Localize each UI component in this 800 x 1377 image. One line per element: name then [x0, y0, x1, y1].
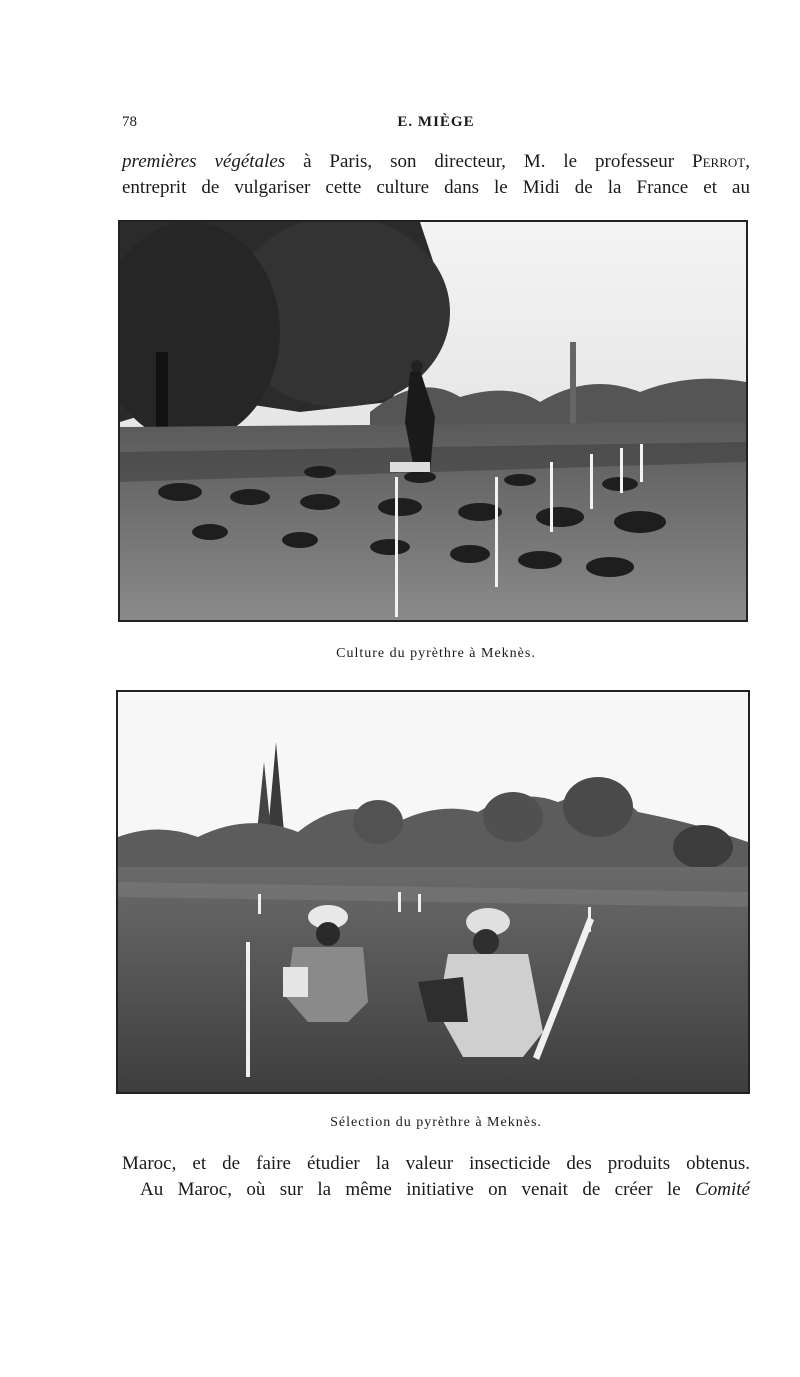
photo-illustration	[118, 692, 748, 1092]
page-header	[122, 114, 750, 138]
page-number: 78	[122, 114, 137, 130]
photo-pyrethrum-culture	[118, 220, 748, 622]
body-text-line: entreprit de vulgariser cette culture dans le Midi de la France et au	[122, 177, 750, 198]
italic-text: premières végétales	[122, 151, 286, 172]
body-text: à Paris, son directeur, M. le professeur	[285, 151, 693, 172]
italic-text: Comité	[695, 1179, 750, 1200]
body-text-line	[140, 1178, 750, 1202]
running-title: E. MIÈGE	[397, 114, 475, 130]
punctuation: ,	[745, 151, 750, 172]
body-text-line: Maroc, et de faire étudier la valeur insecticide des produits obtenus.	[122, 1153, 750, 1174]
author-name: Perrot	[692, 151, 746, 172]
photo-pyrethrum-selection	[116, 690, 750, 1094]
figure-caption: Culture du pyrèthre à Meknès.	[336, 646, 536, 661]
body-text-line	[122, 150, 750, 174]
figure-caption: Sélection du pyrèthre à Meknès.	[330, 1115, 542, 1130]
photo-illustration	[120, 222, 746, 620]
body-text: Au Maroc, où sur la même initiative on venait de créer le	[140, 1179, 696, 1200]
